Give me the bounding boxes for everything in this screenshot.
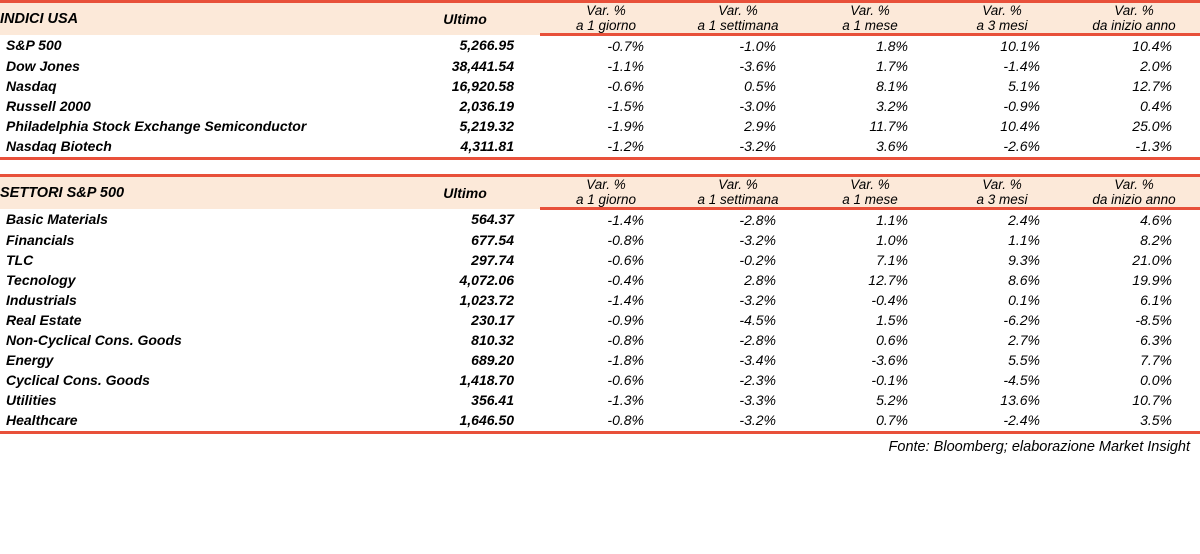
row-label: Healthcare [0,410,390,433]
row-last-value: 564.37 [390,209,540,231]
row-var-1m: 0.6% [804,330,936,350]
row-var-1d: -0.6% [540,370,672,390]
column-header-var1-line2: a 1 giorno [540,18,672,35]
row-last-value: 4,072.06 [390,270,540,290]
table-title: INDICI USA [0,2,390,35]
column-header-last: Ultimo [390,2,540,35]
table-row [0,270,1200,290]
table-row [0,209,1200,231]
row-last-value: 356.41 [390,390,540,410]
column-header-var1-line2: a 1 giorno [540,192,672,209]
row-var-ytd: 7.7% [1068,350,1200,370]
row-last-value: 1,418.70 [390,370,540,390]
row-var-1m: 0.7% [804,410,936,433]
row-label: Utilities [0,390,390,410]
column-header-var3-line2: a 1 mese [804,18,936,35]
table-row [0,116,1200,136]
source-note: Fonte: Bloomberg; elaborazione Market Insight [0,434,1200,455]
row-last-value: 4,311.81 [390,136,540,159]
row-last-value: 1,646.50 [390,410,540,433]
row-var-1d: -1.9% [540,116,672,136]
row-label: Basic Materials [0,209,390,231]
table-row [0,35,1200,57]
row-last-value: 677.54 [390,230,540,250]
row-var-1d: -0.6% [540,250,672,270]
column-header-var4-line2: a 3 mesi [936,18,1068,35]
row-var-ytd: -1.3% [1068,136,1200,159]
row-last-value: 38,441.54 [390,56,540,76]
row-var-1m: 3.6% [804,136,936,159]
row-last-value: 230.17 [390,310,540,330]
row-var-1m: 1.8% [804,35,936,57]
row-var-1w: -2.8% [672,330,804,350]
column-header-var2-line1: Var. % [672,2,804,19]
row-label: Tecnology [0,270,390,290]
row-var-1w: -1.0% [672,35,804,57]
column-header-last: Ultimo [390,176,540,209]
column-header-var3-line2: a 1 mese [804,192,936,209]
row-var-1m: 12.7% [804,270,936,290]
row-var-ytd: 0.0% [1068,370,1200,390]
row-var-1m: -3.6% [804,350,936,370]
row-var-1m: -0.1% [804,370,936,390]
row-var-ytd: 21.0% [1068,250,1200,270]
table-row [0,56,1200,76]
row-var-ytd: 25.0% [1068,116,1200,136]
row-var-1w: -3.2% [672,136,804,159]
row-var-3m: -6.2% [936,310,1068,330]
table-settori-sp500 [0,174,1200,434]
row-var-1w: -3.0% [672,96,804,116]
row-var-3m: -2.4% [936,410,1068,433]
row-var-3m: 2.4% [936,209,1068,231]
row-var-3m: -1.4% [936,56,1068,76]
column-header-var1-line1: Var. % [540,2,672,19]
row-var-3m: 8.6% [936,270,1068,290]
row-last-value: 2,036.19 [390,96,540,116]
column-header-var5-line2: da inizio anno [1068,192,1200,209]
row-var-3m: 2.7% [936,330,1068,350]
table-row [0,96,1200,116]
row-last-value: 1,023.72 [390,290,540,310]
row-var-1m: 1.1% [804,209,936,231]
row-var-3m: 5.5% [936,350,1068,370]
row-var-ytd: 8.2% [1068,230,1200,250]
row-var-1d: -0.8% [540,410,672,433]
table-row [0,410,1200,433]
table-row [0,330,1200,350]
table-title: SETTORI S&P 500 [0,176,390,209]
column-header-var5-line2: da inizio anno [1068,18,1200,35]
row-var-1m: 1.5% [804,310,936,330]
column-header-var2-line2: a 1 settimana [672,18,804,35]
column-header-var4-line2: a 3 mesi [936,192,1068,209]
row-var-1d: -1.2% [540,136,672,159]
row-var-3m: -4.5% [936,370,1068,390]
row-var-3m: 13.6% [936,390,1068,410]
row-var-1d: -0.8% [540,330,672,350]
row-var-1d: -1.5% [540,96,672,116]
row-last-value: 5,219.32 [390,116,540,136]
column-header-var4-line1: Var. % [936,2,1068,19]
row-var-1w: -3.3% [672,390,804,410]
row-var-ytd: -8.5% [1068,310,1200,330]
row-var-1w: 2.8% [672,270,804,290]
row-label: Russell 2000 [0,96,390,116]
row-label: Nasdaq [0,76,390,96]
row-var-1w: -2.3% [672,370,804,390]
table-row [0,350,1200,370]
row-last-value: 297.74 [390,250,540,270]
row-label: S&P 500 [0,35,390,57]
row-var-3m: 1.1% [936,230,1068,250]
row-var-1d: -1.8% [540,350,672,370]
row-var-1m: -0.4% [804,290,936,310]
row-var-1w: -3.4% [672,350,804,370]
table-row [0,136,1200,159]
row-last-value: 5,266.95 [390,35,540,57]
column-header-var2-line2: a 1 settimana [672,192,804,209]
row-var-1m: 8.1% [804,76,936,96]
row-var-ytd: 3.5% [1068,410,1200,433]
row-var-1d: -0.4% [540,270,672,290]
row-var-1d: -1.4% [540,290,672,310]
row-label: Financials [0,230,390,250]
row-var-1w: -3.2% [672,290,804,310]
row-var-1d: -0.6% [540,76,672,96]
row-var-1d: -0.7% [540,35,672,57]
row-var-ytd: 19.9% [1068,270,1200,290]
row-var-1w: -2.8% [672,209,804,231]
row-var-3m: -0.9% [936,96,1068,116]
row-label: Real Estate [0,310,390,330]
column-header-var3-line1: Var. % [804,176,936,193]
column-header-var5-line1: Var. % [1068,176,1200,193]
table-row [0,230,1200,250]
row-var-ytd: 2.0% [1068,56,1200,76]
row-var-1m: 5.2% [804,390,936,410]
row-var-1w: -3.6% [672,56,804,76]
table-row [0,390,1200,410]
row-label: Cyclical Cons. Goods [0,370,390,390]
row-var-3m: -2.6% [936,136,1068,159]
row-var-ytd: 10.7% [1068,390,1200,410]
row-label: Industrials [0,290,390,310]
row-var-3m: 5.1% [936,76,1068,96]
row-var-1d: -0.9% [540,310,672,330]
row-var-1m: 1.0% [804,230,936,250]
row-var-ytd: 12.7% [1068,76,1200,96]
row-var-1m: 7.1% [804,250,936,270]
table-header-row-top [0,2,1200,19]
table-row [0,76,1200,96]
row-label: Dow Jones [0,56,390,76]
row-var-ytd: 6.1% [1068,290,1200,310]
row-var-3m: 9.3% [936,250,1068,270]
row-var-1d: -1.4% [540,209,672,231]
row-var-1w: 0.5% [672,76,804,96]
row-var-1w: 2.9% [672,116,804,136]
section-spacer [0,160,1200,174]
row-label: Philadelphia Stock Exchange Semiconductor [0,116,390,136]
table-row [0,290,1200,310]
column-header-var5-line1: Var. % [1068,2,1200,19]
column-header-var4-line1: Var. % [936,176,1068,193]
row-var-1d: -1.1% [540,56,672,76]
row-label: Energy [0,350,390,370]
row-label: Nasdaq Biotech [0,136,390,159]
row-var-1w: -3.2% [672,410,804,433]
row-var-ytd: 4.6% [1068,209,1200,231]
row-var-ytd: 6.3% [1068,330,1200,350]
row-var-1w: -0.2% [672,250,804,270]
table-row [0,370,1200,390]
table-indici-usa [0,0,1200,160]
row-label: Non-Cyclical Cons. Goods [0,330,390,350]
row-last-value: 16,920.58 [390,76,540,96]
row-var-3m: 10.4% [936,116,1068,136]
row-var-3m: 10.1% [936,35,1068,57]
row-var-1m: 3.2% [804,96,936,116]
row-var-ytd: 10.4% [1068,35,1200,57]
column-header-var2-line1: Var. % [672,176,804,193]
row-last-value: 689.20 [390,350,540,370]
row-var-1m: 1.7% [804,56,936,76]
row-var-1d: -0.8% [540,230,672,250]
row-var-ytd: 0.4% [1068,96,1200,116]
row-var-1d: -1.3% [540,390,672,410]
row-last-value: 810.32 [390,330,540,350]
table-row [0,310,1200,330]
column-header-var3-line1: Var. % [804,2,936,19]
table-row [0,250,1200,270]
row-label: TLC [0,250,390,270]
table-header-row-top [0,176,1200,193]
row-var-1w: -3.2% [672,230,804,250]
row-var-1w: -4.5% [672,310,804,330]
column-header-var1-line1: Var. % [540,176,672,193]
row-var-1m: 11.7% [804,116,936,136]
row-var-3m: 0.1% [936,290,1068,310]
